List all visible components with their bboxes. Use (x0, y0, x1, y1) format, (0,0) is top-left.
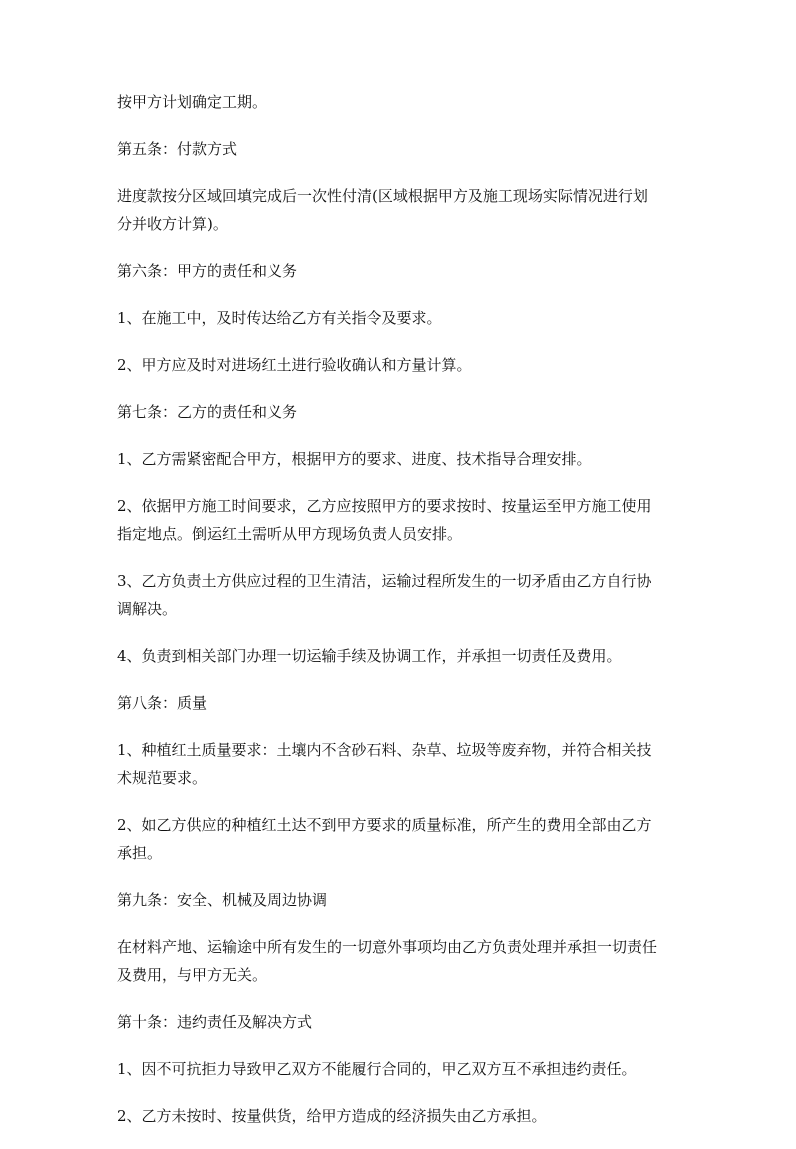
clause-item: 1、乙方需紧密配合甲方，根据甲方的要求、进度、技术指导合理安排。 (117, 450, 592, 468)
section-heading: 第五条：付款方式 (117, 140, 238, 158)
clause-item: 1、在施工中，及时传达给乙方有关指令及要求。 (117, 309, 442, 327)
clause-item: 2、甲方应及时对进场红土进行验收确认和方量计算。 (117, 356, 472, 374)
paragraph: 按甲方计划确定工期。 (117, 93, 268, 111)
clause-item: 1、种植红土质量要求：土壤内不含砂石料、杂草、垃圾等废弃物，并符合相关技 术规范要求。 (117, 741, 652, 787)
document-body (117, 88, 677, 1149)
clause-item: 2、乙方未按时、按量供货，给甲方造成的经济损失由乙方承担。 (117, 1107, 547, 1125)
section-heading: 第七条：乙方的责任和义务 (117, 403, 298, 421)
paragraph: 进度款按分区域回填完成后一次性付清(区域根据甲方及施工现场实际情况进行划 分并收方计算)。 (117, 187, 648, 233)
section-heading: 第八条：质量 (117, 694, 208, 712)
section-heading: 第十条：违约责任及解决方式 (117, 1013, 313, 1031)
clause-item: 2、如乙方供应的种植红土达不到甲方要求的质量标准，所产生的费用全部由乙方 承担。 (117, 816, 652, 862)
clause-item: 2、依据甲方施工时间要求，乙方应按照甲方的要求按时、按量运至甲方施工使用 指定地点。倒运红土需听从甲方现场负责人员安排。 (117, 497, 652, 543)
clause-item: 3、乙方负责土方供应过程的卫生清洁，运输过程所发生的一切矛盾由乙方自行协 调解决。 (117, 572, 652, 618)
clause-item: 1、因不可抗拒力导致甲乙双方不能履行合同的，甲乙双方互不承担违约责任。 (117, 1060, 637, 1078)
section-heading: 第九条：安全、机械及周边协调 (117, 891, 328, 909)
section-heading: 第六条：甲方的责任和义务 (117, 262, 298, 280)
clause-item: 4、负责到相关部门办理一切运输手续及协调工作，并承担一切责任及费用。 (117, 647, 622, 665)
paragraph: 在材料产地、运输途中所有发生的一切意外事项均由乙方负责处理并承担一切责任 及费用，与甲方无关。 (117, 938, 658, 984)
